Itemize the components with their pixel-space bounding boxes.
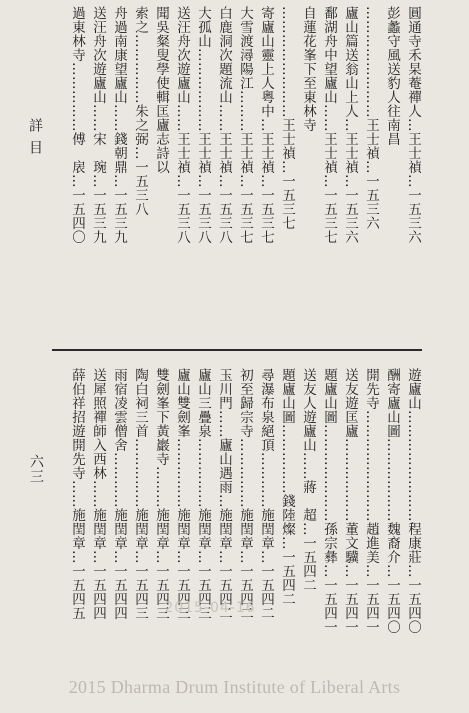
- section-divider: [52, 349, 422, 351]
- toc-entry: ……………………王士禎…一五三七: [279, 6, 295, 230]
- toc-entry: 遊廬山……………………程康莊…一五四〇: [405, 368, 421, 634]
- toc-entry: ……………………王士禎…一五三六: [363, 6, 379, 230]
- toc-entry: 送汪舟次遊廬山……王士禎…一五三八: [174, 6, 190, 244]
- toc-entry: 初至歸宗寺……………施閏章…一五四二: [237, 368, 253, 620]
- toc-entry: 送友遊匡廬………………董文驥…一五四一: [342, 368, 358, 634]
- watermark-date: 2015-04-16: [164, 600, 256, 616]
- toc-entry: 題廬山圖…………………孫宗彝…一五四一: [321, 368, 337, 634]
- toc-entry: 鄱湖舟中望廬山……王士禎…一五三七: [321, 6, 337, 244]
- toc-entry: 尋瀑布泉絕頂…………施閏章…一五四二: [258, 368, 274, 620]
- toc-entry: 大雪渡潯陽江………王士禎…一五三七: [237, 6, 253, 244]
- toc-entry: 廬山雙劍峯……………施閏章…一五四三: [174, 368, 190, 620]
- toc-entry: 聞吳粲叟學使輯匡廬志詩以: [153, 6, 169, 174]
- toc-entry: 玉川門……廬山遇雨…施閏章…一五四二: [216, 368, 232, 620]
- toc-entry: 送友人遊廬山……蔣 超…一五四二: [300, 368, 316, 592]
- toc-entry: 自蓮花峯下至東林寺: [300, 6, 316, 132]
- toc-entry: 索之……………朱之弼…一五三八: [132, 6, 148, 216]
- page-number: 六三: [28, 454, 44, 484]
- toc-entry: 舟過南康望廬山……錢朝鼎…一五三九: [111, 6, 127, 244]
- toc-entry: 陶白祠三首……………施閏章…一五四三: [132, 368, 148, 620]
- toc-entry: 薛伯祥招遊開先寺……施閏章…一五四五: [69, 368, 85, 620]
- toc-entry: 彭蠡守風送豹人往南昌: [384, 6, 400, 146]
- toc-entry: 送犀照禪師入西林……施閏章…一五四四: [90, 368, 106, 620]
- toc-entry: 過東林寺……………傅 扆…一五四〇: [69, 6, 85, 244]
- toc-entry: 廬山三疊泉……………施閏章…一五四三: [195, 368, 211, 620]
- toc-entry: 圓通寺禾杲菴禪人…王士禎…一五三六: [405, 6, 421, 244]
- toc-entry: 酬寄廬山圖………………魏裔介…一五四〇: [384, 368, 400, 634]
- section-title: 詳目: [27, 118, 43, 162]
- toc-entry: 寄廬山靈上人粵中…王士禎…一五三七: [258, 6, 274, 244]
- toc-entry: 大孤山………………王士禎…一五三八: [195, 6, 211, 244]
- toc-entry: 開先寺……………………趙進美…一五四一: [363, 368, 379, 634]
- watermark-credit: 2015 Dharma Drum Institute of Liberal Arts: [68, 677, 401, 697]
- toc-entry: 白鹿洞次題流山……王士禎…一五三八: [216, 6, 232, 244]
- toc-entry: 雙劍峯下黃巖寺………施閏章…一五四三: [153, 368, 169, 620]
- toc-entry: 雨宿凌雲僧舍…………施閏章…一五四四: [111, 368, 127, 620]
- toc-entry: 廬山篇送翁山上人…王士禎…一五三六: [342, 6, 358, 244]
- toc-entry: 題廬山圖……………錢陸燦…一五四二: [279, 368, 295, 606]
- toc-entry: 送汪舟次遊廬山……宋 琬…一五三九: [90, 6, 106, 244]
- top-entries-band: [0, 0, 469, 340]
